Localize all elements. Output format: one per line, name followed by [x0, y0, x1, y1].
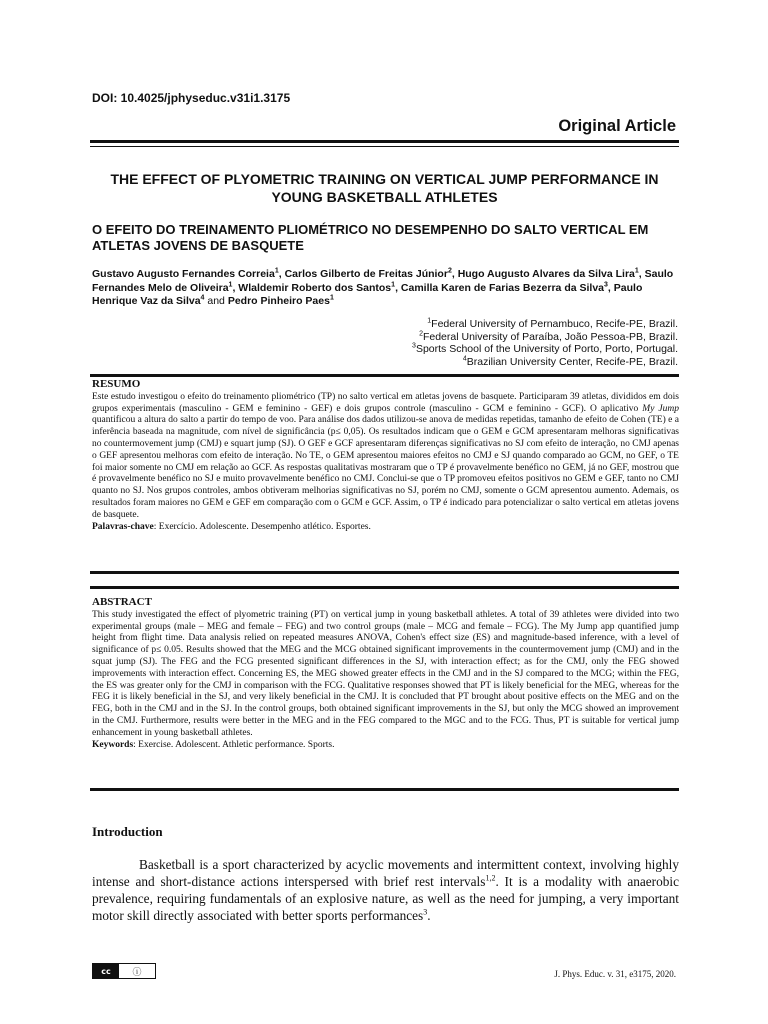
author-separator: and [204, 295, 228, 307]
author-list [92, 268, 679, 309]
affiliation-text: Brazilian University Center, Recife-PE, Brazil. [466, 355, 678, 368]
abstract-text: This study investigated the effect of plyometric training (PT) on vertical jump in young basketball athletes. A total of 39 athletes were divided into two experimental groups (male – MEG and female – FEG) and two control groups (male – MCG and female – FCG). The My Jump app quantified jump height from flight time. Data analysis relied on repeated measures ANOVA, Cohen's effect size (ES) and magnitude-based inference, with a level of significance of p≤ 0.05. Results showed that the MEG and the MCG obtained significant improvements in the countermovement jump (CMJ) and in the squat jump (SJ). The FEG and the FCG presented significant differences in the SJ, with interaction effect; as for the CMJ, only the FEG showed improvements with interaction effect. Concerning ES, the MEG showed greater effects in the CMJ and in the SJ compared to the MCG; within the FEG, the ES was greater only for the CMJ in comparison with the FCG. Qualitative responses showed that PT is likely beneficial for the MEG, whereas for the FEG it is likely beneficial in the SJ, and very likely beneficial in the CMJ. It is concluded that PT brought about positive effects on the MEG and on the FEG, both in the CMJ and in the SJ. In the control groups, both obtained significant improvements in the SJ, but only the MCG showed an improvement in the CMJ. Furthermore, results were better in the MEG and in the FEG compared to the MGC and to the FCG. Thus, PT is suitable for vertical jump enhancement in young basketball athletes. [92, 609, 679, 738]
affiliation-number: 4 [462, 355, 467, 362]
author-affiliation-ref: 1 [391, 281, 396, 288]
journal-footer: J. Phys. Educ. v. 31, e3175, 2020. [554, 969, 676, 979]
author-affiliation-ref: 1 [228, 281, 233, 288]
header-rule-thin [90, 146, 679, 147]
resumo-rule-top [90, 374, 679, 377]
author-separator: , [451, 268, 458, 280]
introduction-heading: Introduction [92, 824, 163, 839]
author-name: Pedro Pinheiro Paes [227, 295, 330, 307]
affiliation-line [412, 318, 678, 331]
header-rule-thick [90, 140, 679, 143]
cc-logo-icon: cc [93, 964, 119, 978]
affiliation-text: Federal University of Paraíba, João Pessoa-PB, Brazil. [422, 330, 678, 343]
author-separator: , [278, 268, 285, 280]
author-separator: , [638, 268, 645, 280]
author-affiliation-ref: 1 [634, 267, 639, 275]
author-separator: , [232, 281, 239, 294]
resumo-keywords: Palavras-chave: Exercício. Adolescente. Desempenho atlético. Esportes. [92, 521, 371, 532]
author-separator: , [607, 281, 614, 294]
author-name: Carlos Gilberto de Freitas Júnior [284, 268, 448, 280]
affiliation-line [412, 356, 678, 369]
author-affiliation-ref: 1 [329, 294, 334, 302]
creative-commons-license-icon[interactable] [92, 963, 156, 979]
abstract-rule-bottom [90, 788, 679, 791]
affiliation-number: 1 [427, 317, 432, 325]
app-name-italic: My Jump [642, 403, 679, 414]
affiliation-number: 3 [412, 342, 416, 350]
affiliation-text: Federal University of Pernambuco, Recife-PE, Brazil. [431, 318, 678, 330]
attribution-icon: ⓘ [132, 967, 142, 978]
author-affiliation-ref: 1 [274, 267, 279, 275]
abstract-rule-top [90, 586, 679, 589]
abstract-heading: ABSTRACT [92, 596, 152, 608]
resumo-heading: RESUMO [92, 378, 141, 390]
author-affiliation-ref: 2 [447, 267, 452, 275]
doi-label[interactable]: DOI: 10.4025/jphyseduc.v31i1.3175 [92, 91, 291, 105]
resumo-text: Este estudo investigou o efeito do treinamento pliométrico (TP) no salto vertical em atletas jovens de basquete. Participaram 39 atletas, divididos em dois grupos experimentais (masculino - GEM e feminino - GEF) e dois grupos controle (masculino - GCM e feminino - GCF). O aplicativo My Jump quantificou a altura do salto a partir do tempo de voo. Para análise dos dados utilizou-se anova de medidas repetidas, tamanho de efeito de Cohen (TE) e a inferência baseada na magnitude, com nível de significância (p≤ 0,05). Os resultados indicam que o GEM e GCM apresentaram melhoras significativas no countermovement jump (CMJ) e squart jump (SJ). O GEF e GCF apresentaram diferenças significativas no SJ com efeito de interação, no CMJ apenas o GEF apresentou melhoras com efeito de interação. No TE, o GEM apresentou maiores efeitos no CMJ e SJ quando comparado ao GCM, no GEF, o TE foi maior somente no CMJ em relação ao GCF. As respostas qualitativas mostraram que o TP é provavelmente benéfico no GEM, já no GEF, mostrou que é provavelmente benéfico no SJ e muito provavelmente benéfico no CMJ. Conclui-se que o TP promoveu efeitos positivos no GEM e GEF, tanto no CMJ quanto no SJ. Nos grupos controles, ambos obtiveram melhorias significativas no SJ, porém no CMJ, somente o GCM apresentou aumento. Ademais, os resultados foram maiores no GEM e GEF em comparação com o GCM e GCF. Assim, o TP é indicado para potencializar o salto vertical em atletas jovens de basquete. [92, 391, 679, 520]
author-name: Paulo Henrique Vaz da Silva [92, 281, 643, 307]
resumo-rule-bottom [90, 571, 679, 574]
title-portuguese: O EFEITO DO TREINAMENTO PLIOMÉTRICO NO DESEMPENHO DO SALTO VERTICAL EM ATLETAS JOVENS DE BASQUETE [92, 222, 649, 253]
author-name: Saulo Fernandes Melo de Oliveira [92, 268, 674, 294]
author-separator: , [395, 281, 401, 294]
introduction-text: Basketball is a sport characterized by acyclic movements and intermittent context, involving highly intense and short-distance actions interspersed with brief rest intervals$^{1,2}$. It is a modality with anaerobic prevalence, requiring fundamentals of an explosive nature, as well as the need for jumping, a very important motor skill directly associated with better sports performances$^3$. [92, 857, 679, 923]
author-affiliation-ref: 3 [604, 281, 608, 288]
affiliation-line [412, 343, 678, 356]
citation-ref[interactable]: 3 [423, 907, 428, 917]
article-type-label: Original Article [558, 117, 676, 135]
author-affiliation-ref: 4 [200, 294, 205, 302]
author-name: Gustavo Augusto Fernandes Correia [92, 268, 275, 280]
resumo-section [92, 379, 679, 533]
affiliation-text: Sports School of the University of Porto, Porto, Portugal. [415, 343, 678, 355]
author-name: Wlaldemir Roberto dos Santos [238, 281, 392, 294]
abstract-keywords: Keywords: Exercise. Adolescent. Athletic performance. Sports. [92, 739, 335, 750]
title-english: THE EFFECT OF PLYOMETRIC TRAINING ON VERTICAL JUMP PERFORMANCE IN YOUNG BASKETBALL ATHLETES [110, 171, 659, 205]
citation-ref[interactable]: 1,2 [485, 873, 496, 883]
author-name: Camilla Karen de Farias Bezerra da Silva [400, 281, 605, 294]
author-name: Hugo Augusto Alvares da Silva Lira [457, 268, 635, 280]
abstract-section [92, 597, 679, 751]
affiliation-list [412, 318, 678, 368]
affiliation-number: 2 [419, 330, 423, 337]
affiliation-line [412, 331, 678, 344]
